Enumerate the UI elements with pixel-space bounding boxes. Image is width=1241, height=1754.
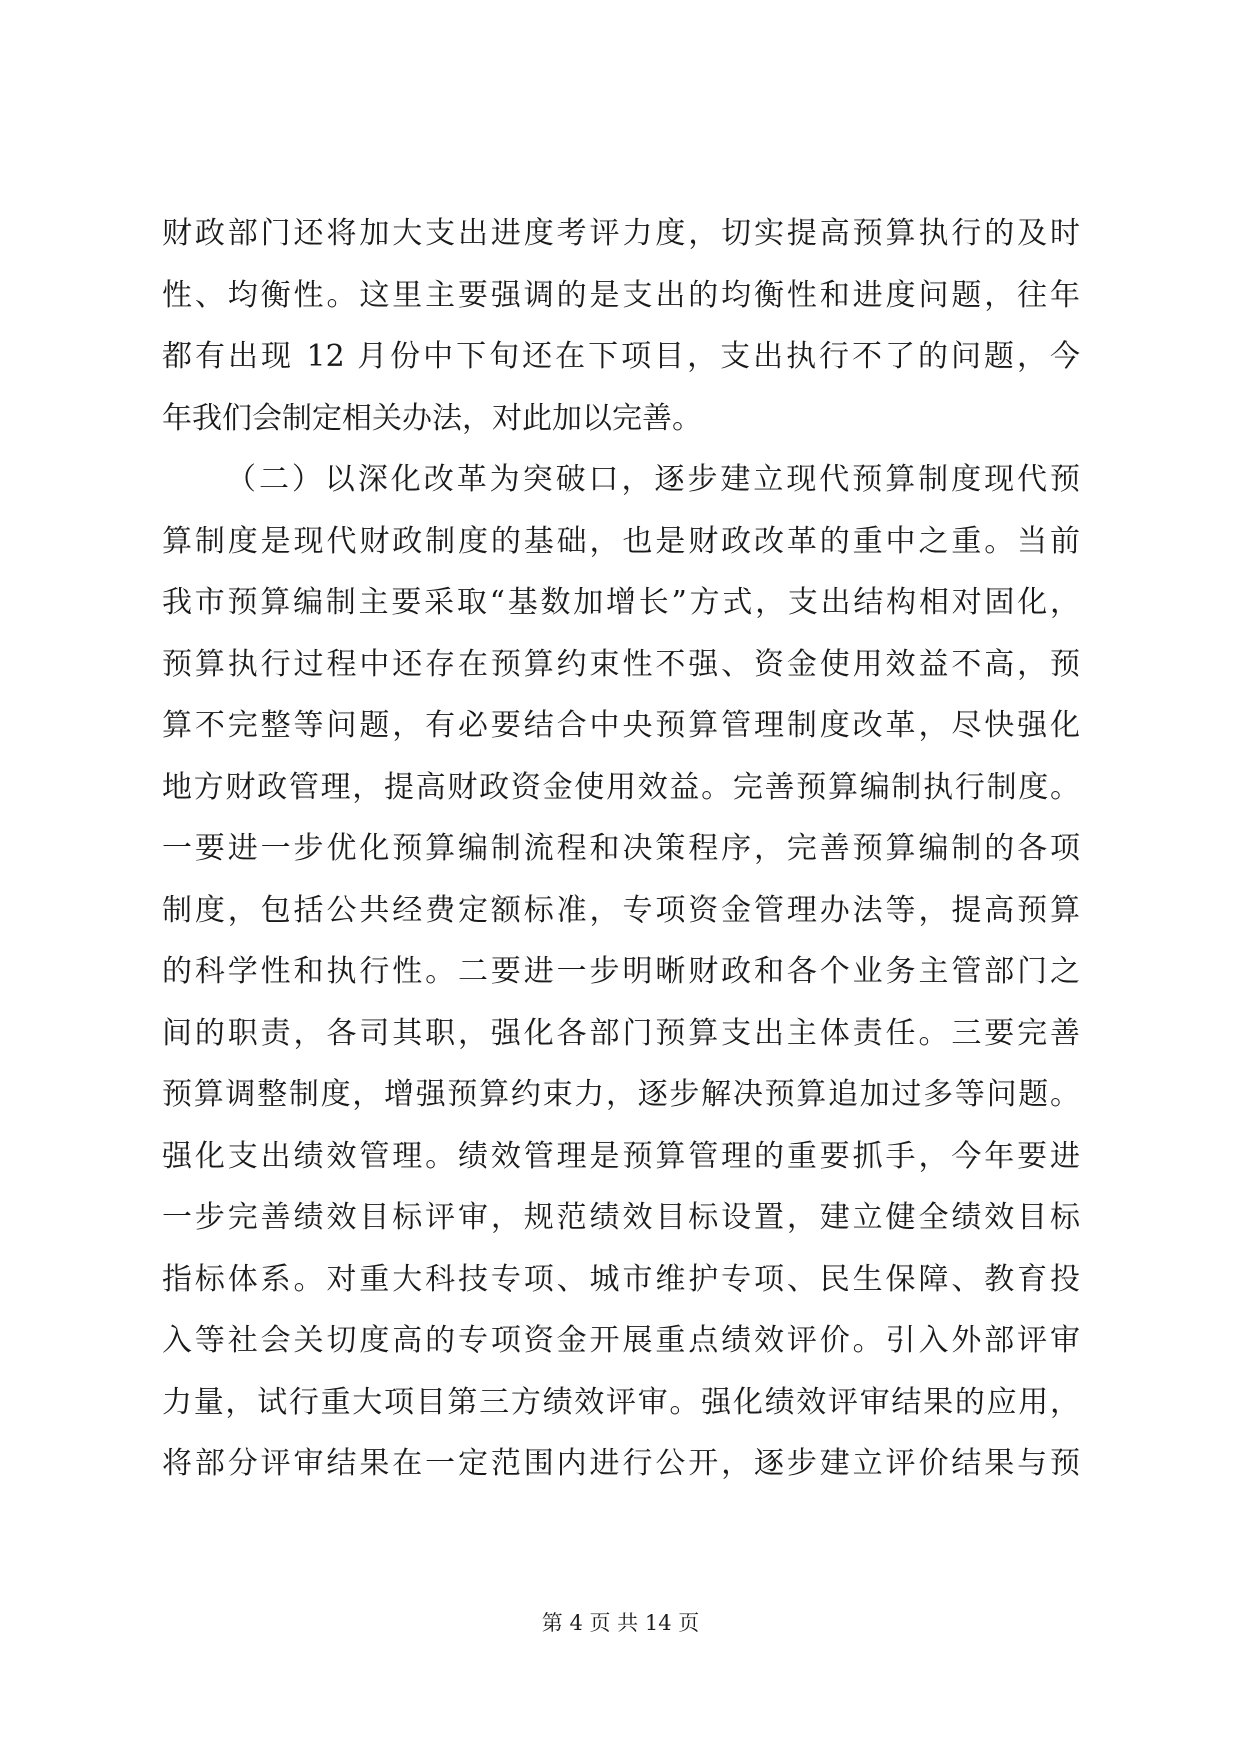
text-line: 一要进一步优化预算编制流程和决策程序，完善预算编制的各项 (162, 831, 1080, 866)
text-line: 预算调整制度，增强预算约束力，逐步解决预算追加过多等问题。 (162, 1077, 1080, 1112)
text-line: 财政部门还将加大支出进度考评力度，切实提高预算执行的及时 (162, 216, 1080, 251)
text-line: 力量，试行重大项目第三方绩效评审。强化绩效评审结果的应用， (162, 1384, 1080, 1420)
page-number-footer: 第 4 页 共 14 页 (541, 1611, 700, 1635)
text-line: 入等社会关切度高的专项资金开展重点绩效评价。引入外部评审 (162, 1323, 1080, 1358)
text-line: 将部分评审结果在一定范围内进行公开，逐步建立评价结果与预 (162, 1446, 1080, 1481)
text-line: 算制度是现代财政制度的基础，也是财政改革的重中之重。当前 (162, 523, 1080, 559)
text-line: 制度，包括公共经费定额标准，专项资金管理办法等，提高预算 (162, 892, 1080, 928)
text-line-paragraph-start: （二）以深化改革为突破口，逐步建立现代预算制度现代预 (226, 462, 1080, 497)
text-line: 都有出现 12 月份中下旬还在下项目，支出执行不了的问题，今 (162, 339, 1080, 374)
text-line: 间的职责，各司其职，强化各部门预算支出主体责任。三要完善 (162, 1015, 1080, 1051)
text-line: 强化支出绩效管理。绩效管理是预算管理的重要抓手，今年要进 (162, 1138, 1080, 1174)
text-line: 我市预算编制主要采取“基数加增长”方式，支出结构相对固化， (162, 585, 1080, 620)
text-line: 性、均衡性。这里主要强调的是支出的均衡性和进度问题，往年 (162, 277, 1080, 313)
text-line: 年我们会制定相关办法，对此加以完善。 (162, 400, 702, 436)
text-line: 算不完整等问题，有必要结合中央预算管理制度改革，尽快强化 (162, 708, 1080, 743)
text-line: 一步完善绩效目标评审，规范绩效目标设置，建立健全绩效目标 (162, 1200, 1080, 1235)
text-line: 预算执行过程中还存在预算约束性不强、资金使用效益不高，预 (162, 646, 1080, 682)
text-line: 的科学性和执行性。二要进一步明晰财政和各个业务主管部门之 (162, 954, 1080, 989)
text-line: 地方财政管理，提高财政资金使用效益。完善预算编制执行制度。 (162, 769, 1080, 805)
text-line: 指标体系。对重大科技专项、城市维护专项、民生保障、教育投 (162, 1261, 1080, 1297)
document-body (162, 203, 1080, 1495)
